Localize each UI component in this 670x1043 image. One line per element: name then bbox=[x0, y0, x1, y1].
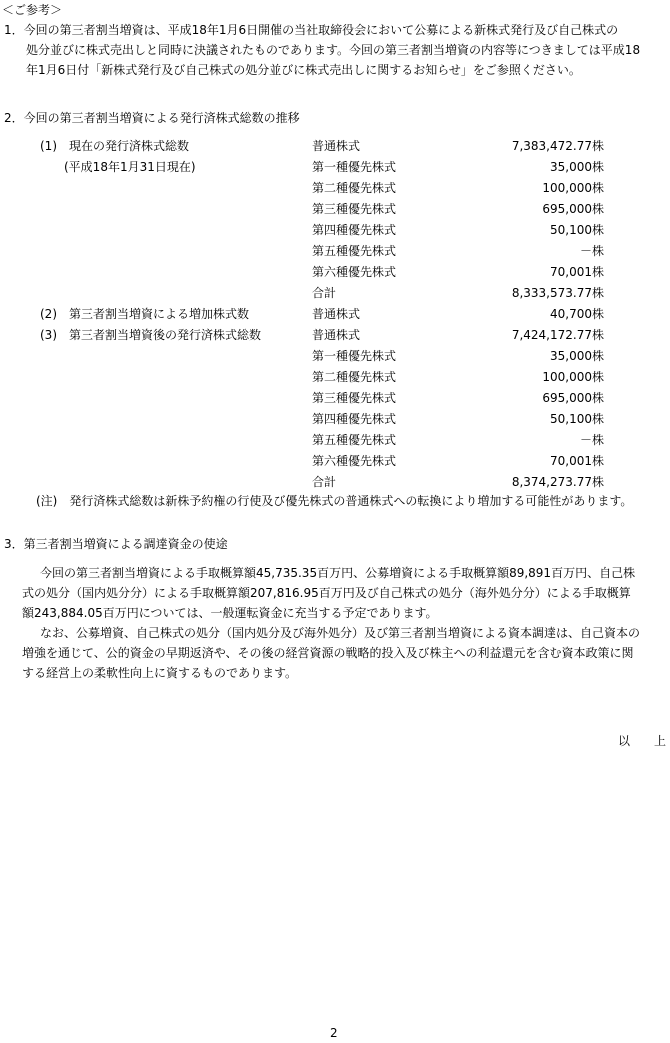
share-type: 普通株式 bbox=[312, 328, 361, 342]
table-note: (注) 発行済株式総数は新株予約権の行使及び優先株式の普通株式への転換により増加する可能性があります。 bbox=[36, 494, 633, 508]
section3-heading: 3．第三者割当増資による調達資金の使途 bbox=[4, 537, 228, 551]
share-count: 7,383,472.77株 bbox=[511, 139, 604, 153]
row-label: (3) 第三者割当増資後の発行済株式総数 bbox=[40, 328, 261, 342]
share-count: 8,333,573.77株 bbox=[511, 286, 604, 300]
share-type: 第五種優先株式 bbox=[312, 433, 397, 447]
share-type: 普通株式 bbox=[312, 139, 361, 153]
share-count: 35,000株 bbox=[550, 160, 604, 174]
section3-line: 額243,884.05百万円については、一般運転資金に充当する予定であります。 bbox=[22, 606, 438, 620]
section3-paragraph bbox=[22, 563, 670, 683]
share-count: 70,001株 bbox=[550, 454, 604, 468]
share-count: 70,001株 bbox=[550, 265, 604, 279]
row-label: (2) 第三者割当増資による増加株式数 bbox=[40, 307, 249, 321]
share-type: 普通株式 bbox=[312, 307, 361, 321]
section3-line: 増強を通じて、公的資金の早期返済や、その後の経営資源の戦略的投入及び株主への利益還元を含む資本政策に関 bbox=[22, 646, 634, 660]
share-count: －株 bbox=[579, 244, 604, 258]
share-count: 50,100株 bbox=[550, 412, 604, 426]
section1-line: 1．今回の第三者割当増資は、平成18年1月6日開催の当社取締役会において公募による新株式発行及び自己株式の bbox=[4, 23, 619, 37]
share-count: 695,000株 bbox=[542, 202, 604, 216]
share-count: 695,000株 bbox=[542, 391, 604, 405]
share-type: 第五種優先株式 bbox=[312, 244, 397, 258]
share-type: 第二種優先株式 bbox=[312, 370, 397, 384]
row-label: (1) 現在の発行済株式総数 bbox=[40, 139, 189, 153]
section3-line: なお、公募増資、自己株式の処分（国内処分及び海外処分）及び第三者割当増資による資本調達は、自己資本の bbox=[40, 626, 641, 640]
share-type: 第三種優先株式 bbox=[312, 391, 397, 405]
share-type: 合計 bbox=[312, 286, 337, 300]
page-number: 2 bbox=[330, 1026, 338, 1040]
share-type: 第四種優先株式 bbox=[312, 412, 397, 426]
share-count: －株 bbox=[579, 433, 604, 447]
row-label: (平成18年1月31日現在) bbox=[40, 160, 196, 174]
share-type: 第一種優先株式 bbox=[312, 349, 397, 363]
closing-mark bbox=[618, 731, 666, 751]
share-count: 35,000株 bbox=[550, 349, 604, 363]
share-type: 第一種優先株式 bbox=[312, 160, 397, 174]
share-count: 40,700株 bbox=[550, 307, 604, 321]
share-count: 50,100株 bbox=[550, 223, 604, 237]
section3-line: する経営上の柔軟性向上に資するものであります。 bbox=[22, 666, 298, 680]
section2-heading: 2．今回の第三者割当増資による発行済株式総数の推移 bbox=[4, 111, 300, 125]
share-count: 7,424,172.77株 bbox=[511, 328, 604, 342]
reference-header: ＜ご参考＞ bbox=[2, 3, 63, 17]
share-count: 100,000株 bbox=[542, 181, 604, 195]
closing-left: 以 bbox=[617, 734, 630, 748]
section3-line: 式の処分（国内処分分）による手取概算額207,816.95百万円及び自己株式の処分（海外処分分）による手取概算 bbox=[22, 586, 631, 600]
share-type: 第六種優先株式 bbox=[312, 454, 397, 468]
section3-line: 今回の第三者割当増資による手取概算額45,735.35百万円、公募増資による手取概算額89,891百万円、自己株 bbox=[40, 566, 636, 580]
share-type: 第六種優先株式 bbox=[312, 265, 397, 279]
closing-right: 上 bbox=[653, 734, 666, 748]
share-count: 100,000株 bbox=[542, 370, 604, 384]
section1-line: 処分並びに株式売出しと同時に決議されたものであります。今回の第三者割当増資の内容等につきましては平成18 bbox=[26, 43, 641, 57]
share-type: 合計 bbox=[312, 475, 337, 489]
share-type: 第四種優先株式 bbox=[312, 223, 397, 237]
section1-line: 年1月6日付「新株式発行及び自己株式の処分並びに株式売出しに関するお知らせ」をご参照ください。 bbox=[26, 63, 581, 77]
section1-paragraph bbox=[4, 20, 666, 80]
share-count: 8,374,273.77株 bbox=[511, 475, 604, 489]
share-type: 第三種優先株式 bbox=[312, 202, 397, 216]
share-type: 第二種優先株式 bbox=[312, 181, 397, 195]
